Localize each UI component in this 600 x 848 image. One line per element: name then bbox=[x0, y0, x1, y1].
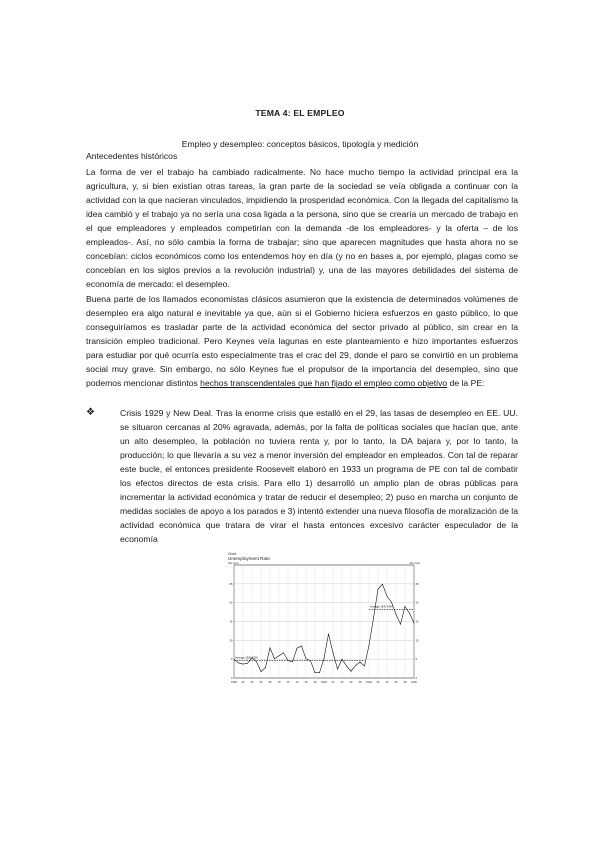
data-point bbox=[400, 624, 401, 625]
data-point bbox=[283, 652, 284, 653]
y-tick-label-right: 0 bbox=[415, 676, 418, 680]
x-tick-label: 02 bbox=[241, 681, 245, 684]
x-tick-label: 24 bbox=[340, 681, 344, 684]
x-tick-label: 38 bbox=[403, 681, 407, 684]
data-point bbox=[346, 666, 347, 667]
y-tick-label-left: 15 bbox=[229, 619, 233, 624]
data-point bbox=[238, 663, 239, 664]
data-point bbox=[243, 664, 244, 665]
chart-title: Unemployment Rate bbox=[228, 556, 270, 561]
y-tick-label-left: 25 bbox=[229, 581, 233, 586]
chart-subtitle: Chart bbox=[228, 552, 236, 556]
data-point bbox=[387, 596, 388, 597]
x-tick-label: 12 bbox=[286, 681, 290, 684]
data-point bbox=[319, 672, 320, 673]
x-tick-label: 34 bbox=[385, 681, 389, 684]
y-tick-label-left: 20 bbox=[229, 600, 233, 605]
y-tick-label-left: 0 bbox=[230, 676, 233, 680]
x-tick-label: 32 bbox=[376, 681, 380, 684]
data-point bbox=[310, 660, 311, 661]
y-tick-label-right: 20 bbox=[415, 600, 419, 605]
data-point bbox=[256, 661, 257, 662]
x-tick-label: 1940 bbox=[411, 681, 417, 684]
data-point bbox=[369, 645, 370, 646]
data-point bbox=[409, 613, 410, 614]
bullet-text: Crisis 1929 y New Deal. Tras la enorme crisis que estalló en el 29, las tasas de desempleo en EE. UU. se situaron cercanas al 20% agravada, además, por la falta de políticas sociales que hacían que, ante un alto desempleo, la población no tuviera renta y, por lo tanto, la DA bajara y, por lo tanto, la producción; lo que llevaría a su vez a menor inversión del empleador en empleados. Con tal de reparar este bucle, el entonces presidente Roosevelt elaboró en 1933 un programa de PE con tal de combatir los efectos directos de esta crisis. Para ello 1) desarrolló un amplio plan de obras públicas para incrementar la actividad económica y tratar de reducir el desempleo; 2) puso en marcha un conjunto de medidas sociales de apoyo a los parados e 3) intentó extender una nueva filosofía de moralización de la actividad económica que tratara de virar el hasta entonces excesivo carácter especulador de la economía bbox=[120, 408, 518, 545]
average-line-label: Average 1900-1929 bbox=[235, 656, 258, 660]
data-point bbox=[279, 655, 280, 656]
paragraph-1: La forma de ver el trabajo ha cambiado radicalmente. No hace mucho tiempo la actividad principal era la agricultura, y, si bien existían otras tareas, la gran parte de la sociedad se veía obligada a continuar con la actividad con la que nacieran vinculados, impidiendo la prosperidad económica. Con la llegada del capitalismo la idea cambió y el trabajo ya no sería una cosa ligada a la persona, sino que se crearía un mercado de trabajo en el que empleadores y empleados competirían con la demanda -de los empleadores- y la oferta – de los empleados-. Así, no sólo cambia la forma de trabajar; sino que aparecen magnitudes que hasta ahora no se concebían: ciclos económicos como los entendemos hoy en día (y no en bases a, por ejemplo, plagas como se concebían en los siglos previos a la revolución industrial) y, una de las mayores debilidades del sistema de economía de mercado: el desempleo. bbox=[86, 167, 518, 290]
data-point bbox=[288, 660, 289, 661]
y-tick-label-right: 5 bbox=[415, 657, 418, 662]
paragraph-2-tail: de la PE: bbox=[447, 378, 485, 389]
data-point bbox=[247, 663, 248, 664]
data-point bbox=[234, 659, 235, 660]
section-heading: Antecedentes históricos bbox=[86, 151, 178, 161]
x-tick-label: 10 bbox=[277, 681, 281, 684]
data-point bbox=[265, 667, 266, 668]
y-tick-label-right: 10 bbox=[415, 638, 419, 643]
data-point bbox=[261, 671, 262, 672]
data-point bbox=[337, 669, 338, 670]
data-point bbox=[292, 661, 293, 662]
x-tick-label: 16 bbox=[304, 681, 308, 684]
data-point bbox=[364, 666, 365, 667]
data-point bbox=[306, 658, 307, 659]
data-point bbox=[324, 658, 325, 659]
document-subtitle: Empleo y desempleo: conceptos básicos, tipología y medición bbox=[181, 139, 419, 149]
data-point bbox=[355, 665, 356, 666]
data-point bbox=[315, 672, 316, 673]
data-point bbox=[396, 614, 397, 615]
data-point bbox=[270, 648, 271, 649]
chart-svg bbox=[226, 551, 422, 689]
y-tick-label-left: 10 bbox=[229, 638, 233, 643]
paragraph-2-underlined: hechos transcendentales que han fijado el empleo como objetivo bbox=[200, 378, 448, 389]
data-point bbox=[351, 671, 352, 672]
data-point bbox=[373, 618, 374, 619]
data-point bbox=[342, 659, 343, 660]
paragraph-2-main: Buena parte de los llamados economistas clásicos asumieron que la existencia de determinados volúmenes de desempleo era algo natural e inevitable ya que, aún si el Gobierno hiciera esfuerzos en gasto público, lo que conseguiríamos es trasladar parte de la actividad económica del sector privado al público, sin crear en la transición empleo tradicional. Pero Keynes veía lagunas en este planteamiento e hizo importantes esfuerzos para estudiar por qué ocurría esto especialmente tras el crac del 29, donde el paro se convirtió en un problema social muy grave. Sin embargo, no sólo Keynes fue el propulsor de la importancia del desempleo, sino que podemos mencionar distintos bbox=[86, 294, 518, 389]
x-tick-label: 28 bbox=[358, 681, 362, 684]
x-tick-label: 08 bbox=[268, 681, 272, 684]
left-axis-unit: Per cent bbox=[228, 561, 239, 565]
x-tick-label: 26 bbox=[349, 681, 353, 684]
data-point bbox=[378, 589, 379, 590]
x-tick-label: 1920 bbox=[321, 681, 327, 684]
x-tick-label: 18 bbox=[313, 681, 317, 684]
data-point bbox=[274, 658, 275, 659]
y-tick-label-right: 25 bbox=[415, 581, 419, 586]
data-point bbox=[360, 662, 361, 663]
data-point bbox=[297, 648, 298, 649]
x-tick-label: 04 bbox=[250, 681, 254, 684]
x-tick-label: 1900 bbox=[231, 681, 237, 684]
data-point bbox=[391, 602, 392, 603]
unemployment-chart bbox=[226, 551, 422, 689]
document-title: TEMA 4: EL EMPLEO bbox=[255, 108, 345, 118]
x-tick-label: 14 bbox=[295, 681, 299, 684]
y-tick-label-right: 15 bbox=[415, 619, 419, 624]
data-point bbox=[328, 634, 329, 635]
data-point bbox=[252, 657, 253, 658]
x-tick-label: 1930 bbox=[366, 681, 372, 684]
data-point bbox=[405, 606, 406, 607]
paragraph-2 bbox=[86, 292, 518, 390]
data-point bbox=[382, 584, 383, 585]
data-point bbox=[333, 652, 334, 653]
x-tick-label: 22 bbox=[331, 681, 335, 684]
x-tick-label: 36 bbox=[394, 681, 398, 684]
right-axis-unit: Per cent bbox=[409, 561, 420, 565]
data-point bbox=[414, 623, 415, 624]
x-tick-label: 06 bbox=[259, 681, 263, 684]
average-line-label: Average 1930-1940 bbox=[370, 605, 393, 609]
y-tick-label-left: 5 bbox=[230, 657, 233, 662]
data-point bbox=[301, 646, 302, 647]
bullet-item bbox=[86, 406, 518, 546]
bullet-diamond-icon: ❖ bbox=[86, 407, 95, 418]
